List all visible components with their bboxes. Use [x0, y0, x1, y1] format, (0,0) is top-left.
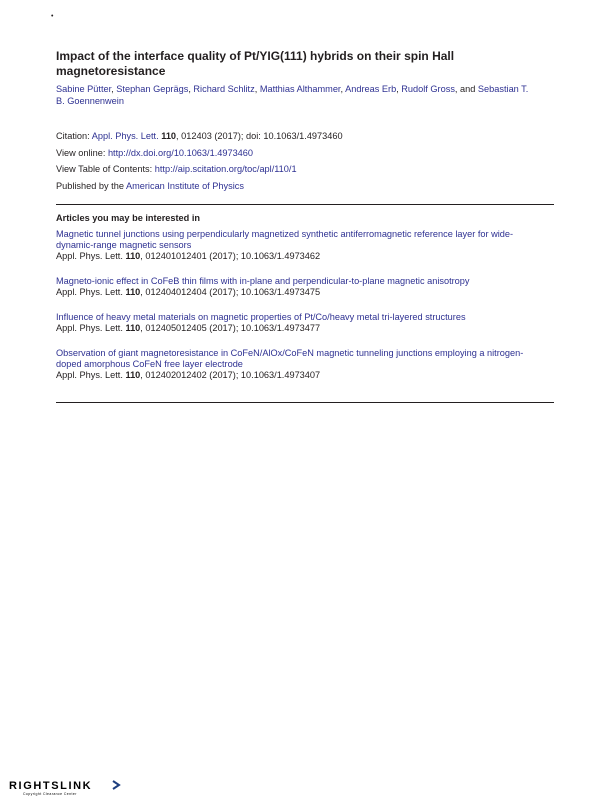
- doi-link[interactable]: http://dx.doi.org/10.1063/1.4973460: [107, 147, 254, 158]
- author-link[interactable]: Andreas Erb: [345, 84, 397, 94]
- related-article-journal: Appl. Phys. Lett.: [56, 287, 126, 297]
- view-toc-label: View Table of Contents:: [56, 164, 155, 175]
- related-article-journal: Appl. Phys. Lett.: [56, 251, 126, 261]
- view-toc-line: [56, 161, 343, 178]
- author-separator: , and: [454, 84, 478, 94]
- rightslink-logo[interactable]: [9, 778, 125, 798]
- author-link[interactable]: Matthias Althammer: [259, 84, 341, 94]
- related-article-citation: [56, 370, 536, 381]
- header-bullet: •: [51, 13, 54, 20]
- top-divider: [56, 204, 554, 205]
- journal-link[interactable]: Appl. Phys. Lett.: [91, 131, 159, 141]
- rightslink-logo-graphic: [9, 778, 125, 798]
- related-article-title-link[interactable]: Magnetic tunnel junctions using perpendicularly magnetized synthetic antiferromagnetic reference layer for wide-dynamic-range magnetic sensors: [56, 229, 514, 250]
- related-articles-list: [56, 229, 536, 395]
- author-link[interactable]: Sabine Pütter: [56, 84, 112, 94]
- author-separator: ,: [396, 84, 402, 94]
- related-article-volume: 110: [125, 370, 141, 380]
- related-article-title-link[interactable]: Influence of heavy metal materials on magnetic properties of Pt/Co/heavy metal tri-layered structures: [56, 312, 466, 322]
- related-article-citation: [56, 251, 536, 262]
- citation-line: [56, 128, 343, 145]
- related-article: [56, 276, 536, 298]
- author-list: [56, 83, 536, 107]
- author-link[interactable]: Richard Schlitz: [193, 84, 255, 94]
- related-article-volume: 110: [125, 251, 141, 261]
- citation-volume: 110: [161, 131, 177, 141]
- author-link[interactable]: Rudolf Gross: [401, 84, 455, 94]
- article-title: Impact of the interface quality of Pt/YIG(111) hybrids on their spin Hall magnetoresistance: [56, 49, 455, 78]
- related-article-details: , 012401012401 (2017); 10.1063/1.4973462: [140, 251, 321, 261]
- related-article-details: , 012404012404 (2017); 10.1063/1.4973475: [140, 287, 321, 297]
- related-articles-heading: Articles you may be interested in: [56, 213, 200, 223]
- related-article-title-link[interactable]: Observation of giant magnetoresistance in CoFeN/AlOx/CoFeN magnetic tunneling junctions employing a nitrogen-doped amorphous CoFeN free layer electrode: [56, 348, 524, 369]
- rightslink-logo-subtext: Copyright Clearance Center: [23, 792, 77, 796]
- publisher-link[interactable]: American Institute of Physics: [125, 180, 244, 191]
- related-article: [56, 348, 536, 381]
- published-by-line: [56, 178, 343, 195]
- chevron-right-icon: [113, 781, 119, 789]
- related-article-details: , 012402012402 (2017); 10.1063/1.4973407: [140, 370, 321, 380]
- related-article-volume: 110: [125, 323, 141, 333]
- related-article: [56, 229, 536, 262]
- author-separator: ,: [254, 84, 260, 94]
- toc-link[interactable]: http://aip.scitation.org/toc/apl/110/1: [154, 164, 297, 175]
- author-separator: ,: [340, 84, 346, 94]
- author-link[interactable]: Stephan Geprägs: [116, 84, 189, 94]
- related-article-details: , 012405012405 (2017); 10.1063/1.4973477: [140, 323, 321, 333]
- view-online-line: [56, 145, 343, 162]
- author-separator: ,: [188, 84, 194, 94]
- rightslink-logo-text: RIGHTSLINK: [9, 780, 93, 792]
- author-separator: ,: [111, 84, 117, 94]
- citation-label: Citation:: [56, 131, 92, 141]
- related-article-volume: 110: [125, 287, 141, 297]
- published-by-label: Published by the: [56, 180, 126, 191]
- bottom-divider: [56, 402, 554, 403]
- view-online-label: View online:: [56, 147, 108, 158]
- related-article: [56, 312, 536, 334]
- author-link[interactable]: Sebastian T. B. Goennenwein: [56, 84, 529, 106]
- article-meta: [56, 128, 343, 194]
- related-article-title-link[interactable]: Magneto-ionic effect in CoFeB thin films with in-plane and perpendicular-to-plane magnetic anisotropy: [56, 276, 470, 286]
- related-article-journal: Appl. Phys. Lett.: [56, 323, 126, 333]
- related-article-citation: [56, 323, 536, 334]
- related-article-citation: [56, 287, 536, 298]
- related-article-journal: Appl. Phys. Lett.: [56, 370, 126, 380]
- citation-details: , 012403 (2017); doi: 10.1063/1.4973460: [176, 131, 343, 141]
